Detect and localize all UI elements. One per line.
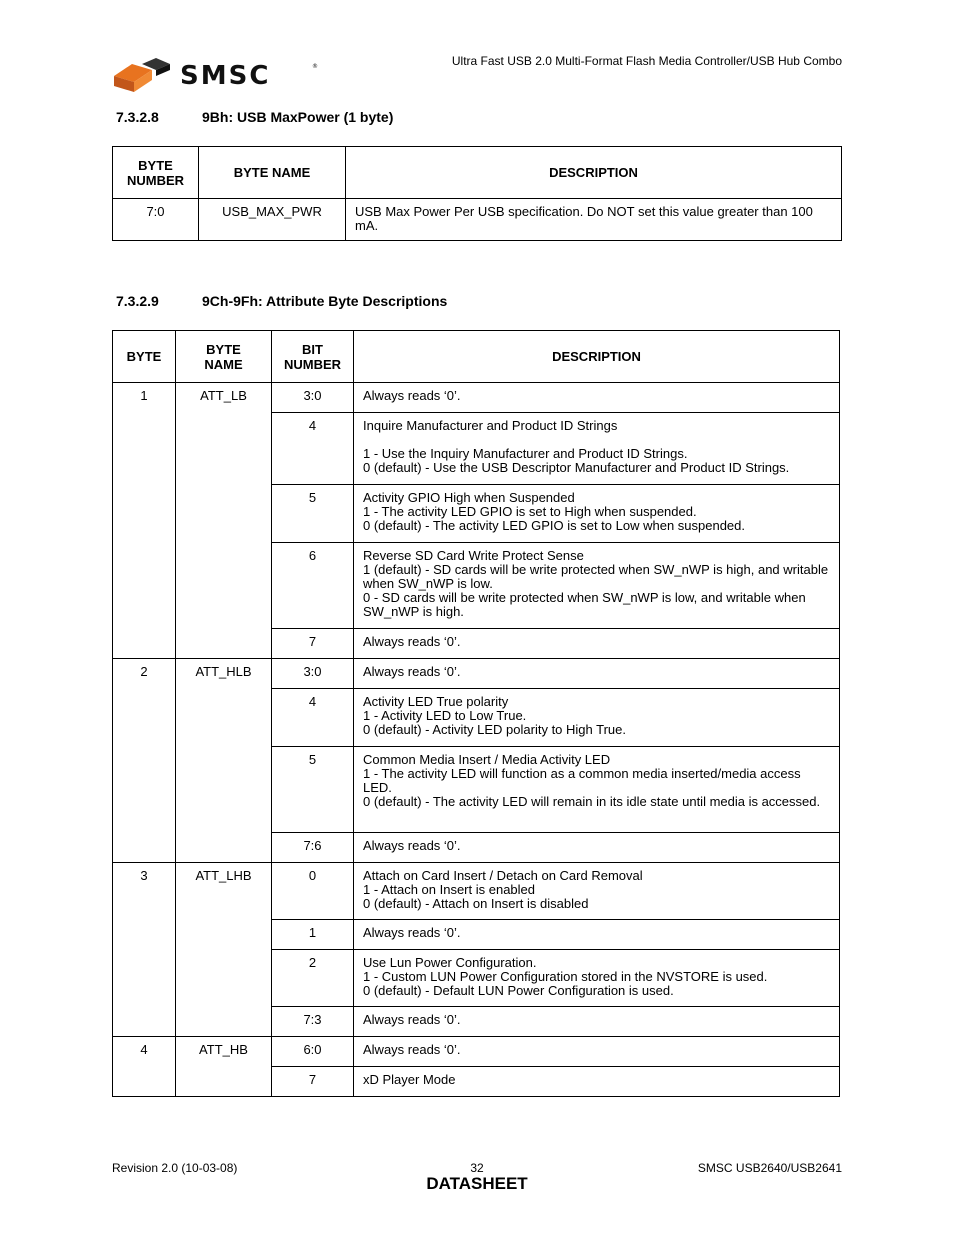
smsc-logo — [112, 56, 322, 96]
cell-bit-number: 1 — [272, 920, 354, 950]
maxpower-table — [112, 146, 842, 241]
cell-byte: 4 — [113, 1037, 176, 1097]
document-title: Ultra Fast USB 2.0 Multi-Format Flash Media Controller/USB Hub Combo — [451, 54, 842, 68]
footer-page-number: 32 — [470, 1161, 484, 1175]
cell-bit-number: 3:0 — [272, 659, 354, 689]
section-number: 7.3.2.9 — [116, 293, 159, 309]
cell-byte-name: ATT_HB — [176, 1037, 272, 1097]
cell-description: Activity LED True polarity 1 - Activity LED to Low True. 0 (default) - Activity LED polarity to High True. — [354, 689, 840, 747]
section-title: 9Bh: USB MaxPower (1 byte) — [202, 109, 394, 125]
cell-bit-number: 0 — [272, 863, 354, 920]
cell-byte-name: ATT_LB — [176, 383, 272, 659]
cell-bit-number: 4 — [272, 689, 354, 747]
section-heading-attribute — [116, 293, 447, 309]
header-bit-number: BIT NUMBER — [272, 331, 354, 383]
cell-bit-number: 5 — [272, 485, 354, 543]
cell-bit-number: 7:3 — [272, 1007, 354, 1037]
cell-description: Attach on Card Insert / Detach on Card Removal 1 - Attach on Insert is enabled 0 (default) - Attach on Insert is disabled — [354, 863, 840, 920]
section-number: 7.3.2.8 — [116, 109, 159, 125]
table-header-row — [113, 331, 840, 383]
header-byte: BYTE — [113, 331, 176, 383]
cell-description: Always reads ‘0’. — [354, 833, 840, 863]
cell-bit-number: 3:0 — [272, 383, 354, 413]
section-heading-maxpower — [116, 109, 393, 125]
header-description: DESCRIPTION — [346, 147, 842, 199]
cell-bit-number: 2 — [272, 950, 354, 1007]
cell-description: Always reads ‘0’. — [354, 1007, 840, 1037]
header-byte-name: BYTE NAME — [199, 147, 346, 199]
cell-bit-number: 7 — [272, 1067, 354, 1097]
table-row — [113, 659, 840, 689]
cell-bit-number: 7:6 — [272, 833, 354, 863]
cell-byte: 2 — [113, 659, 176, 863]
header-byte-number: BYTE NUMBER — [113, 147, 199, 199]
cell-byte-number: 7:0 — [113, 199, 199, 241]
svg-text:SMSC: SMSC — [180, 61, 271, 91]
cell-description: Always reads ‘0’. — [354, 383, 840, 413]
footer-datasheet-label: DATASHEET — [426, 1174, 528, 1193]
cell-description: Always reads ‘0’. — [354, 920, 840, 950]
cell-bit-number: 7 — [272, 629, 354, 659]
cell-description: Always reads ‘0’. — [354, 1037, 840, 1067]
cell-byte: 1 — [113, 383, 176, 659]
cell-byte-name: ATT_LHB — [176, 863, 272, 1037]
cell-bit-number: 6 — [272, 543, 354, 629]
footer-product: SMSC USB2640/USB2641 — [697, 1161, 842, 1175]
cell-description: USB Max Power Per USB specification. Do NOT set this value greater than 100 mA. — [346, 199, 842, 241]
cell-description: Use Lun Power Configuration. 1 - Custom LUN Power Configuration stored in the NVSTORE is used. 0 (default) - Default LUN Power Configuration is used. — [354, 950, 840, 1007]
table-row — [113, 1037, 840, 1067]
cell-byte-name: USB_MAX_PWR — [199, 199, 346, 241]
section-title: 9Ch-9Fh: Attribute Byte Descriptions — [202, 293, 448, 309]
cell-description: xD Player Mode — [354, 1067, 840, 1097]
cell-description: Inquire Manufacturer and Product ID Strings 1 - Use the Inquiry Manufacturer and Product ID Strings. 0 (default) - Use the USB Descriptor Manufacturer and Product ID Strings. — [354, 413, 840, 485]
footer-revision: Revision 2.0 (10-03-08) — [112, 1161, 238, 1175]
attribute-table — [112, 330, 840, 1097]
cell-description: Reverse SD Card Write Protect Sense 1 (default) - SD cards will be write protected when SW_nWP is high, and writable when SW_nWP is low. 0 - SD cards will be write protected when SW_nWP is low, and writable when SW_nWP is high. — [354, 543, 840, 629]
cell-bit-number: 5 — [272, 747, 354, 833]
cell-description: Activity GPIO High when Suspended 1 - The activity LED GPIO is set to High when suspended. 0 (default) - The activity LED GPIO is set to Low when suspended. — [354, 485, 840, 543]
table-header-row — [113, 147, 842, 199]
cell-description: Always reads ‘0’. — [354, 629, 840, 659]
svg-text:®: ® — [312, 63, 318, 70]
cell-description: Always reads ‘0’. — [354, 659, 840, 689]
table-row — [113, 199, 842, 241]
cell-byte: 3 — [113, 863, 176, 1037]
table-row — [113, 383, 840, 413]
table-row — [113, 863, 840, 920]
header-description: DESCRIPTION — [354, 331, 840, 383]
header-byte-name: BYTE NAME — [176, 331, 272, 383]
cell-byte-name: ATT_HLB — [176, 659, 272, 863]
cell-bit-number: 6:0 — [272, 1037, 354, 1067]
cell-bit-number: 4 — [272, 413, 354, 485]
cell-description: Common Media Insert / Media Activity LED 1 - The activity LED will function as a common media inserted/media access LED. 0 (default) - The activity LED will remain in its idle state until media is accessed. — [354, 747, 840, 833]
